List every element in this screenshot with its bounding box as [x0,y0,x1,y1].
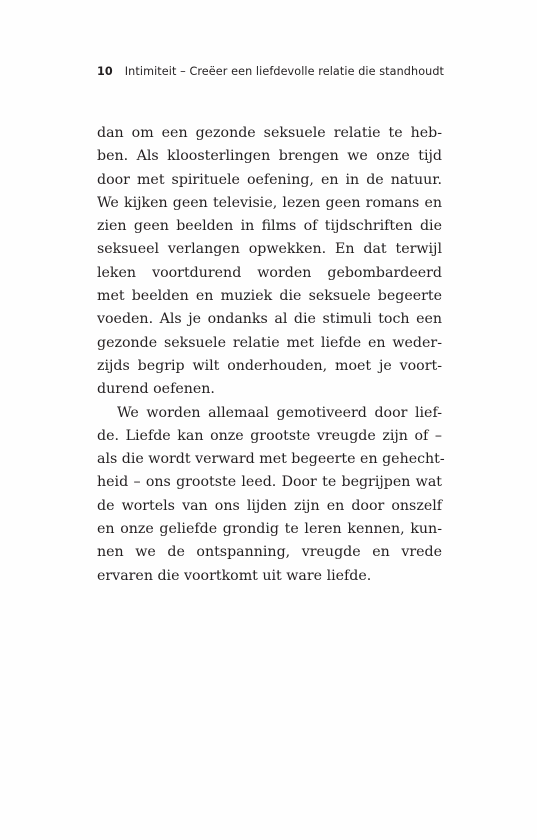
text-line: leken voortdurend worden gebombardeerd [97,264,442,281]
page-number: 10 [97,65,113,78]
text-line: met beelden en muziek die seksuele begeerte [97,288,442,305]
running-header [97,65,457,78]
text-line: zien geen beelden in films of tijdschriften die [97,218,442,235]
text-line: als die wordt verward met begeerte en gehecht- [97,451,445,468]
text-line: We kijken geen televisie, lezen geen romans en [97,194,442,211]
text-line: en onze geliefde grondig te leren kennen, kun- [97,521,442,538]
paragraph-1 [97,122,442,402]
text-line: ervaren die voortkomt uit ware liefde. [97,567,372,584]
text-line: seksueel verlangen opwekken. En dat terwijl [97,241,442,258]
text-line: nen we de ontspanning, vreugde en vrede [97,544,442,561]
body-text [97,122,445,588]
running-title: Intimiteit – Creëer een liefdevolle relatie die standhoudt [124,65,445,78]
text-line: de wortels van ons lijden zijn en door onszelf [97,497,442,514]
text-line: durend oefenen. [97,381,215,398]
text-line: zijds begrip wilt onderhouden, moet je voort- [97,357,442,374]
paragraph-2 [97,402,445,588]
text-line: door met spirituele oefening, en in de natuur. [97,171,442,188]
text-line: de. Liefde kan onze grootste vreugde zijn of – [97,427,442,444]
text-line: voeden. Als je ondanks al die stimuli toch een [97,311,442,328]
text-line: gezonde seksuele relatie met liefde en weder- [97,334,442,351]
text-line: heid – ons grootste leed. Door te begrijpen wat [97,474,442,491]
text-line: dan om een gezonde seksuele relatie te heb- [97,125,442,141]
text-line: We worden allemaal gemotiveerd door lief- [117,404,442,421]
text-line: ben. Als kloosterlingen brengen we onze tijd [97,148,442,165]
